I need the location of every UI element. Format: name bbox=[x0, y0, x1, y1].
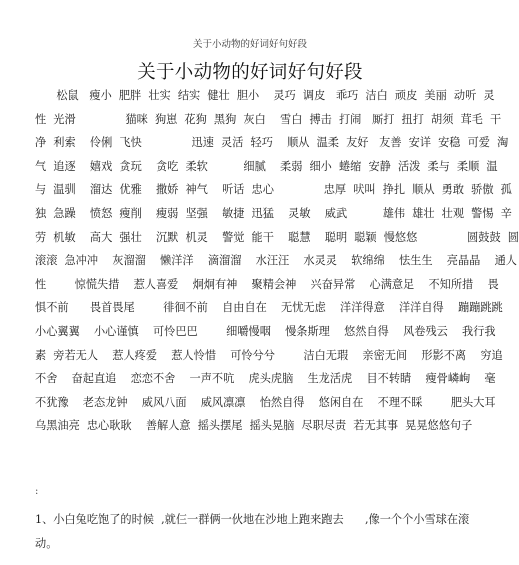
word-line: 惧不前 畏首畏尾 徘徊不前 自由自在 无忧无虑 洋洋得意 洋洋自得 蹦蹦跳跳 bbox=[35, 301, 503, 315]
word-line: 滚滚 急冲冲 灰溜溜 懒洋洋 滴溜溜 水汪汪 水灵灵 软绵绵 怯生生 亮晶晶 通人 bbox=[35, 254, 517, 268]
word-line: 松鼠 瘦小 肥胖 壮实 结实 健壮 胆小 灵巧 调皮 乖巧 洁白 顽皮 美丽 动听 灵 bbox=[35, 89, 495, 102]
word-line: 素 旁若无人 惹人疼爱 惹人怜惜 可怜兮兮 洁白无瑕 亲密无间 形影不离 穷追 bbox=[35, 348, 503, 362]
sentence-paragraph bbox=[35, 508, 470, 556]
word-line: 独 急躁 愤怒 瘦削 瘦弱 坚强 敏捷 迅猛 灵敏 威武 雄伟 雄壮 壮观 警惕 辛 bbox=[35, 206, 512, 220]
word-line: 气 追逐 嬉戏 贪玩 贪吃 柔软 细腻 柔弱 细小 蜷缩 安静 活泼 柔与 柔顺 温 bbox=[35, 159, 498, 173]
paragraph-line: 1、小白兔吃饱了的时候 ,就仨一群俩一伙地在沙地上跑来跑去 ,像一个个小雪球在滚 bbox=[35, 513, 470, 526]
word-line: 性 光滑 猫咪 狗崽 花狗 黑狗 灰白 雪白 搏击 打闹 厮打 扭打 胡须 茸毛 干 bbox=[35, 112, 502, 126]
word-line: 劳 机敏 高大 强壮 沉默 机灵 警觉 能干 聪慧 聪明 聪颖 慢悠悠 圆鼓鼓 圆 bbox=[35, 230, 519, 244]
word-line: 不犹豫 老态龙钟 威风八面 威风凛凛 怡然自得 悠闲自在 不理不睬 肥头大耳 bbox=[35, 395, 496, 409]
page-header: 关于小动物的好词好句好段 bbox=[192, 39, 307, 50]
word-line: 净 利索 伶俐 飞快 迅速 灵活 轻巧 顺从 温柔 友好 友善 安详 安稳 可爱 淘 bbox=[35, 136, 509, 150]
paragraph-line: 动。 bbox=[35, 537, 58, 550]
section-separator: : bbox=[35, 486, 39, 497]
word-line: 不舍 奋起直追 恋恋不舍 一声不吭 虎头虎脑 生龙活虎 目不转睛 瘦骨嶙峋 毫 bbox=[35, 372, 496, 386]
word-line: 与 温驯 溜达 优雅 撒娇 神气 听话 忠心 忠厚 吠叫 挣扎 顺从 勇敢 骄傲 孤 bbox=[35, 183, 512, 197]
word-line: 性 惊慌失措 惹人喜爱 炯炯有神 聚精会神 兴奋异常 心满意足 不知所措 畏 bbox=[35, 277, 499, 291]
page-title: 关于小动物的好词好句好段 bbox=[137, 62, 363, 83]
word-list bbox=[35, 84, 519, 438]
word-line: 乌黑油亮 忠心耿耿 善解人意 摇头摆尾 摇头晃脑 尽职尽责 若无其事 晃晃悠悠句子 bbox=[35, 419, 473, 433]
word-line: 小心翼翼 小心谨慎 可怜巴巴 细嚼慢咽 慢条斯理 悠然自得 风卷残云 我行我 bbox=[35, 324, 496, 338]
